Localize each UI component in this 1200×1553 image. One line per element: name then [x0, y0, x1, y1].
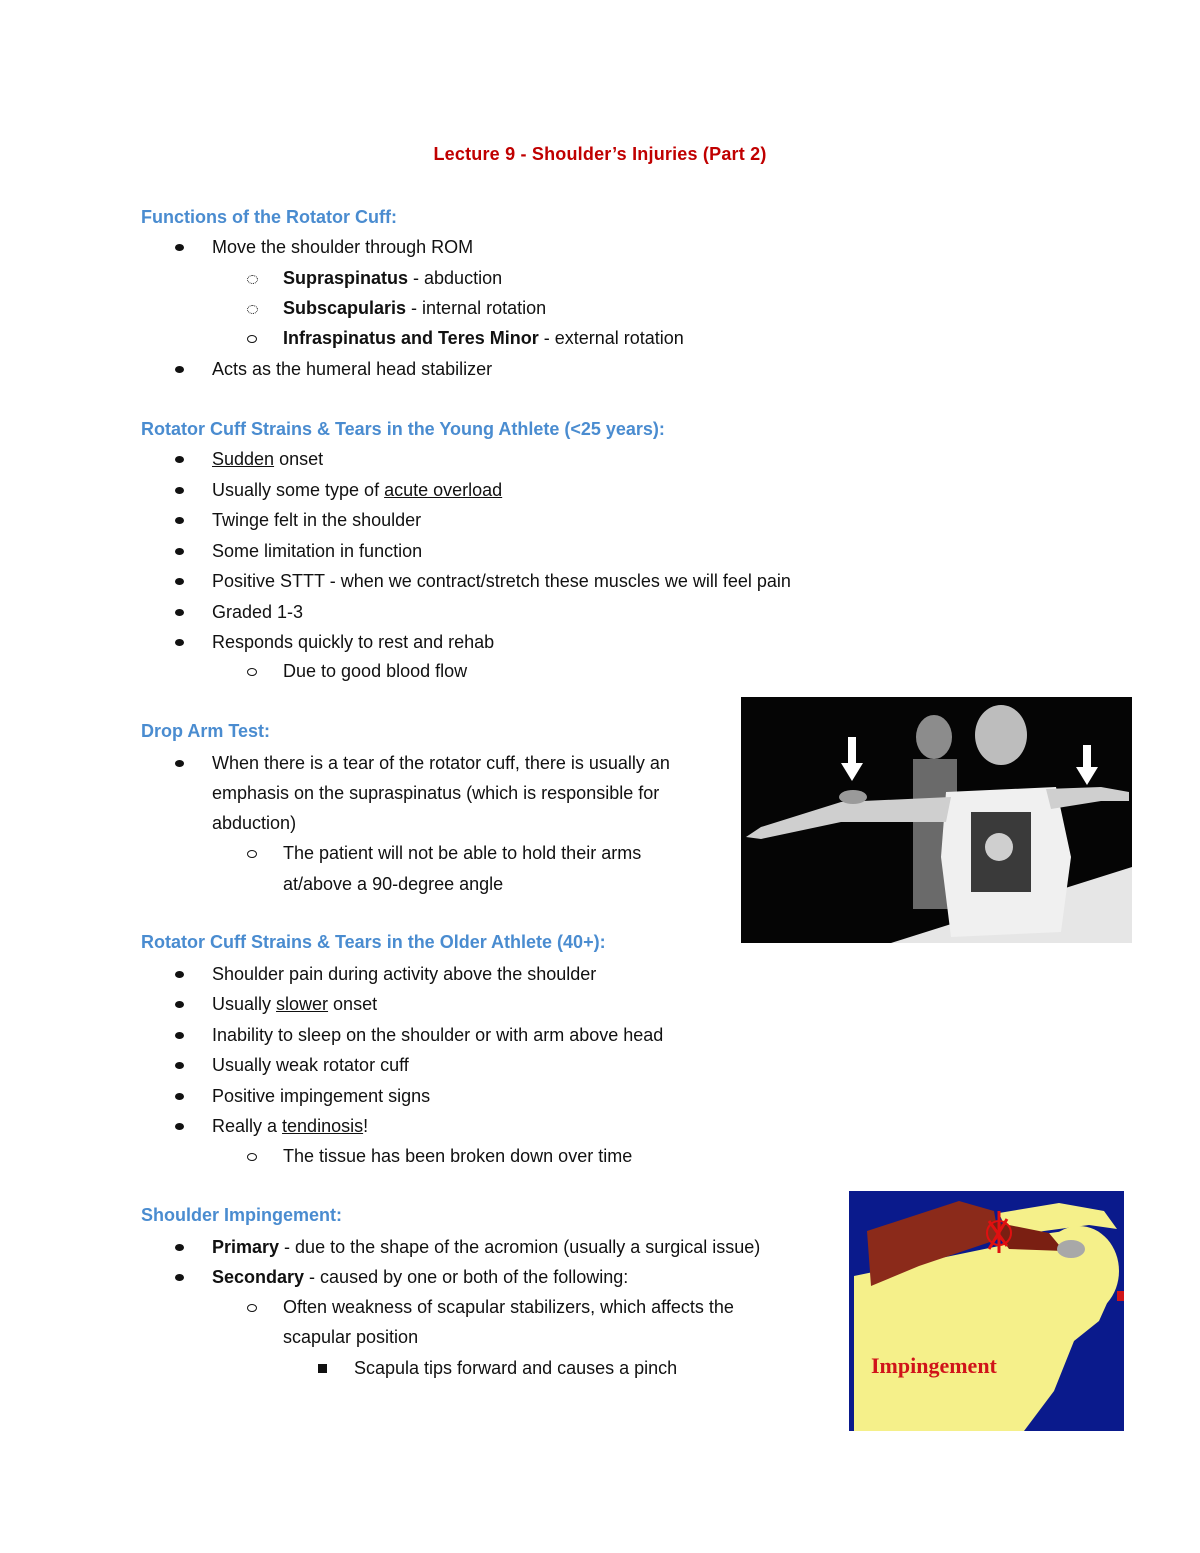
bullet-dot: [175, 1062, 184, 1069]
drop-arm-test-photo: [741, 697, 1132, 943]
list-item: Due to good blood flow: [283, 661, 468, 681]
bullet-dot: [175, 244, 184, 251]
impingement-illustration: [849, 1191, 1124, 1431]
list-item: Positive STTT - when we contract/stretch these muscles we will feel pain: [212, 571, 791, 591]
impingement-diagram: [849, 1191, 1124, 1431]
bullet-dot: [175, 548, 184, 555]
section-heading-drop-arm-test: Drop Arm Test:: [141, 721, 271, 741]
bullet-dot: [175, 1123, 184, 1130]
list-item: Shoulder pain during activity above the shoulder: [212, 964, 597, 984]
section-heading-older-athlete: Rotator Cuff Strains & Tears in the Older Athlete (40+):: [141, 932, 606, 952]
list-item-continuation: scapular position: [283, 1327, 419, 1347]
bullet-dot: [175, 1032, 184, 1039]
bullet-dot: [175, 456, 184, 463]
list-item: Subscapularis - internal rotation: [283, 298, 547, 318]
bullet-circle: [247, 850, 257, 858]
section-heading-young-athlete: Rotator Cuff Strains & Tears in the Young Athlete (<25 years):: [141, 419, 665, 439]
list-item: Scapula tips forward and causes a pinch: [354, 1358, 678, 1378]
bullet-dot: [175, 639, 184, 646]
bullet-dot: [175, 609, 184, 616]
bullet-dot: [175, 1244, 184, 1251]
bullet-square: [318, 1364, 327, 1373]
bullet-circle: [247, 335, 257, 343]
bullet-dotted-circle: [247, 275, 258, 284]
list-item: Usually some type of acute overload: [212, 480, 503, 500]
bullet-circle: [247, 1304, 257, 1312]
list-item: When there is a tear of the rotator cuff, there is usually an: [212, 753, 670, 773]
bullet-circle: [247, 668, 257, 676]
list-item: Usually slower onset: [212, 994, 378, 1014]
page-title: Lecture 9 - Shoulder’s Injuries (Part 2): [433, 144, 767, 164]
list-item-continuation: abduction): [212, 813, 297, 833]
section-heading-impingement: Shoulder Impingement:: [141, 1205, 343, 1225]
list-item: Some limitation in function: [212, 541, 423, 561]
bullet-dot: [175, 517, 184, 524]
bullet-dot: [175, 487, 184, 494]
list-item: Move the shoulder through ROM: [212, 237, 474, 257]
list-item: Sudden onset: [212, 449, 324, 469]
bullet-dot: [175, 971, 184, 978]
section-heading-functions: Functions of the Rotator Cuff:: [141, 207, 397, 227]
list-item: Responds quickly to rest and rehab: [212, 632, 495, 652]
list-item: Graded 1-3: [212, 602, 304, 622]
bullet-dot: [175, 1093, 184, 1100]
bullet-circle: [247, 1153, 257, 1161]
list-item: Twinge felt in the shoulder: [212, 510, 422, 530]
list-item: Secondary - caused by one or both of the following:: [212, 1267, 629, 1287]
bullet-dot: [175, 760, 184, 767]
list-item: Primary - due to the shape of the acromion (usually a surgical issue): [212, 1237, 761, 1257]
list-item: Inability to sleep on the shoulder or with arm above head: [212, 1025, 664, 1045]
list-item: Supraspinatus - abduction: [283, 268, 503, 288]
list-item: The patient will not be able to hold their arms: [283, 843, 642, 863]
list-item-continuation: emphasis on the supraspinatus (which is responsible for: [212, 783, 660, 803]
list-item: Often weakness of scapular stabilizers, which affects the: [283, 1297, 734, 1317]
bullet-dot: [175, 1274, 184, 1281]
bullet-dot: [175, 1001, 184, 1008]
impingement-label: Impingement: [871, 1353, 997, 1378]
list-item: Acts as the humeral head stabilizer: [212, 359, 493, 379]
list-item: Infraspinatus and Teres Minor - external rotation: [283, 328, 684, 348]
list-item: Usually weak rotator cuff: [212, 1055, 409, 1075]
list-item: Positive impingement signs: [212, 1086, 431, 1106]
list-item-continuation: at/above a 90-degree angle: [283, 874, 504, 894]
bullet-dotted-circle: [247, 305, 258, 314]
bullet-dot: [175, 578, 184, 585]
list-item: Really a tendinosis!: [212, 1116, 369, 1136]
drop-arm-test-illustration: [741, 697, 1132, 943]
list-item: The tissue has been broken down over time: [283, 1146, 633, 1166]
bullet-dot: [175, 366, 184, 373]
